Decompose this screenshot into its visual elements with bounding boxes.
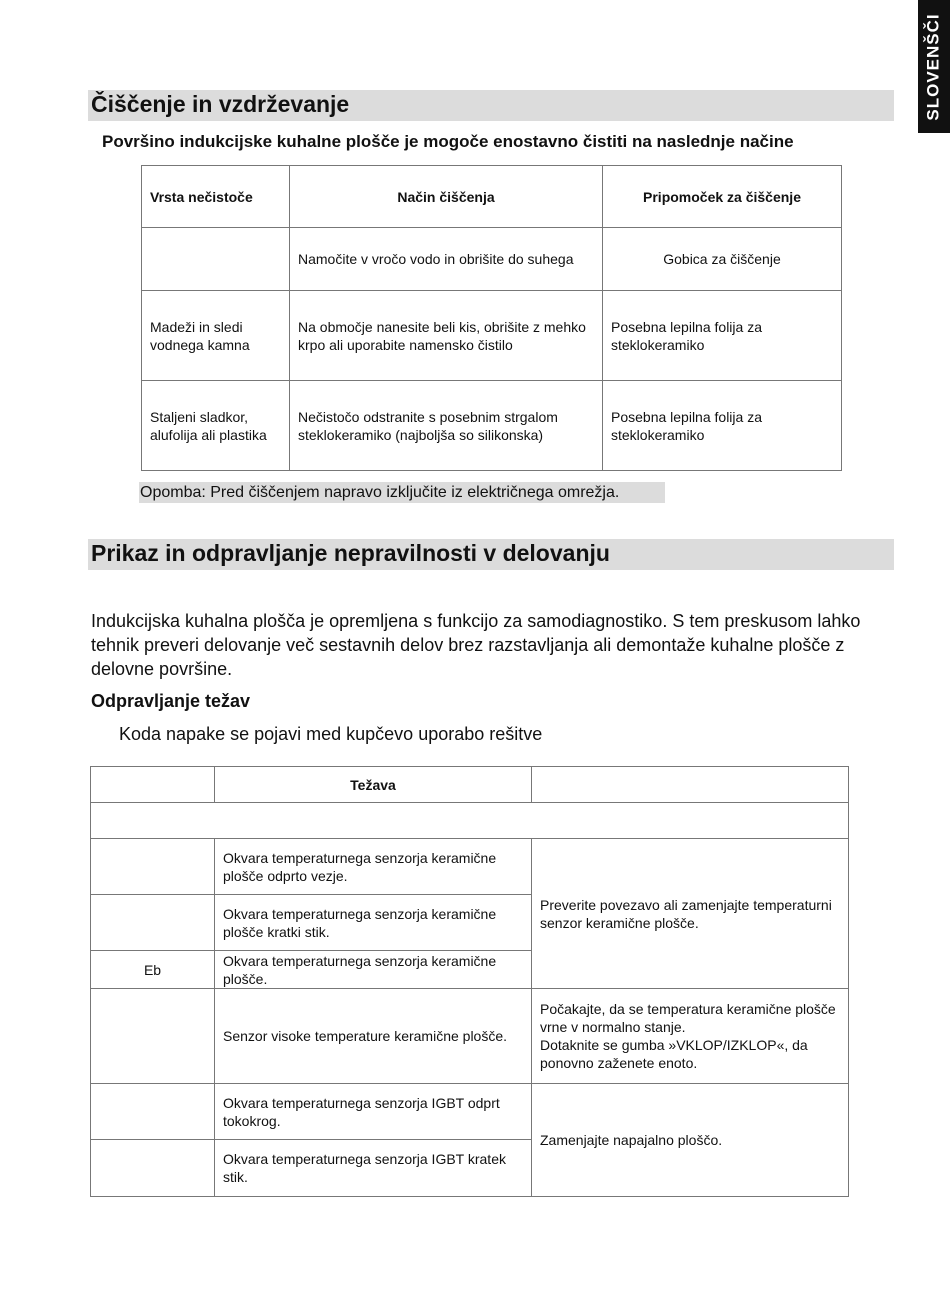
cleaning-note-text: Opomba: Pred čiščenjem napravo izključite iz električnega omrežja. (140, 484, 620, 501)
error-code-lead: Koda napake se pojavi med kupčevo uporabo rešitve (119, 724, 543, 744)
cell-problem: Okvara temperaturnega senzorja keramične plošče odprto vezje. (215, 839, 532, 895)
cell-code (91, 989, 215, 1084)
cell-solution: Preverite povezavo ali zamenjajte temperaturni senzor keramične plošče. (532, 839, 849, 989)
cell-problem: Senzor visoke temperature keramične plošče. (215, 989, 532, 1084)
table-row (142, 381, 842, 471)
cell-dirt-type: Madeži in sledi vodnega kamna (142, 291, 290, 381)
language-tab-label: SLOVENŠČI (924, 12, 943, 121)
table-row (142, 291, 842, 381)
cell-problem: Okvara temperaturnega senzorja IGBT kratek stik. (215, 1140, 532, 1197)
cleaning-subtitle: Površino indukcijske kuhalne plošče je mogoče enostavno čistiti na naslednje načine (102, 132, 794, 151)
cell-dirt-type: Staljeni sladkor, alufolija ali plastika (142, 381, 290, 471)
table-header-row (91, 767, 849, 803)
cleaning-note (139, 482, 665, 503)
cell-cleaning-tool: Posebna lepilna folija za steklokeramiko (603, 381, 842, 471)
header-solution (532, 767, 849, 803)
cell-cleaning-method: Nečistočo odstranite s posebnim strgalom steklokeramiko (najboljša so silikonska) (290, 381, 603, 471)
table-row (91, 989, 849, 1084)
cell-solution: Zamenjajte napajalno ploščo. (532, 1084, 849, 1197)
cell-code: Eb (91, 951, 215, 989)
section-cleaning-heading (88, 90, 894, 121)
cell-code (91, 1084, 215, 1140)
table-row (91, 1084, 849, 1140)
cell-cleaning-method: Na območje nanesite beli kis, obrišite z mehko krpo ali uporabite namensko čistilo (290, 291, 603, 381)
cell-problem: Okvara temperaturnega senzorja keramične plošče. (215, 951, 532, 989)
cell-cleaning-tool: Gobica za čiščenje (603, 228, 842, 291)
section-troubleshooting-heading (88, 539, 894, 570)
cell-problem: Okvara temperaturnega senzorja IGBT odprt tokokrog. (215, 1084, 532, 1140)
cell-solution: Počakajte, da se temperatura keramične plošče vrne v normalno stanje. Dotaknite se gumba »VKLOP/IZKLOP«, da ponovno zaženete enoto. (532, 989, 849, 1084)
language-tab (918, 0, 950, 133)
error-code-table (90, 766, 849, 1197)
cell-code (91, 895, 215, 951)
header-dirt-type: Vrsta nečistoče (142, 166, 290, 228)
header-problem: Težava (215, 767, 532, 803)
cell-dirt-type (142, 228, 290, 291)
section-troubleshooting-title: Prikaz in odpravljanje nepravilnosti v delovanju (91, 540, 610, 566)
header-cleaning-method: Način čiščenja (290, 166, 603, 228)
cell-code (91, 839, 215, 895)
self-diagnostic-paragraph: Indukcijska kuhalna plošča je opremljena s funkcijo za samodiagnostiko. S tem preskusom lahko tehnik preveri delovanje več sestavnih delov brez razstavljanja ali demontaže kuhalne plošče z delovne površine. (91, 611, 861, 679)
cell-cleaning-method: Namočite v vročo vodo in obrišite do suhega (290, 228, 603, 291)
cell-problem: Okvara temperaturnega senzorja keramične plošče kratki stik. (215, 895, 532, 951)
blank-cell (91, 803, 849, 839)
cleaning-table (141, 165, 842, 471)
header-code (91, 767, 215, 803)
table-row (91, 839, 849, 895)
table-blank-row (91, 803, 849, 839)
table-row (142, 228, 842, 291)
header-cleaning-tool: Pripomoček za čiščenje (603, 166, 842, 228)
troubleshooting-subheading: Odpravljanje težav (91, 691, 251, 711)
table-header-row (142, 166, 842, 228)
cell-cleaning-tool: Posebna lepilna folija za steklokeramiko (603, 291, 842, 381)
section-cleaning-title: Čiščenje in vzdrževanje (91, 91, 350, 117)
cell-code (91, 1140, 215, 1197)
